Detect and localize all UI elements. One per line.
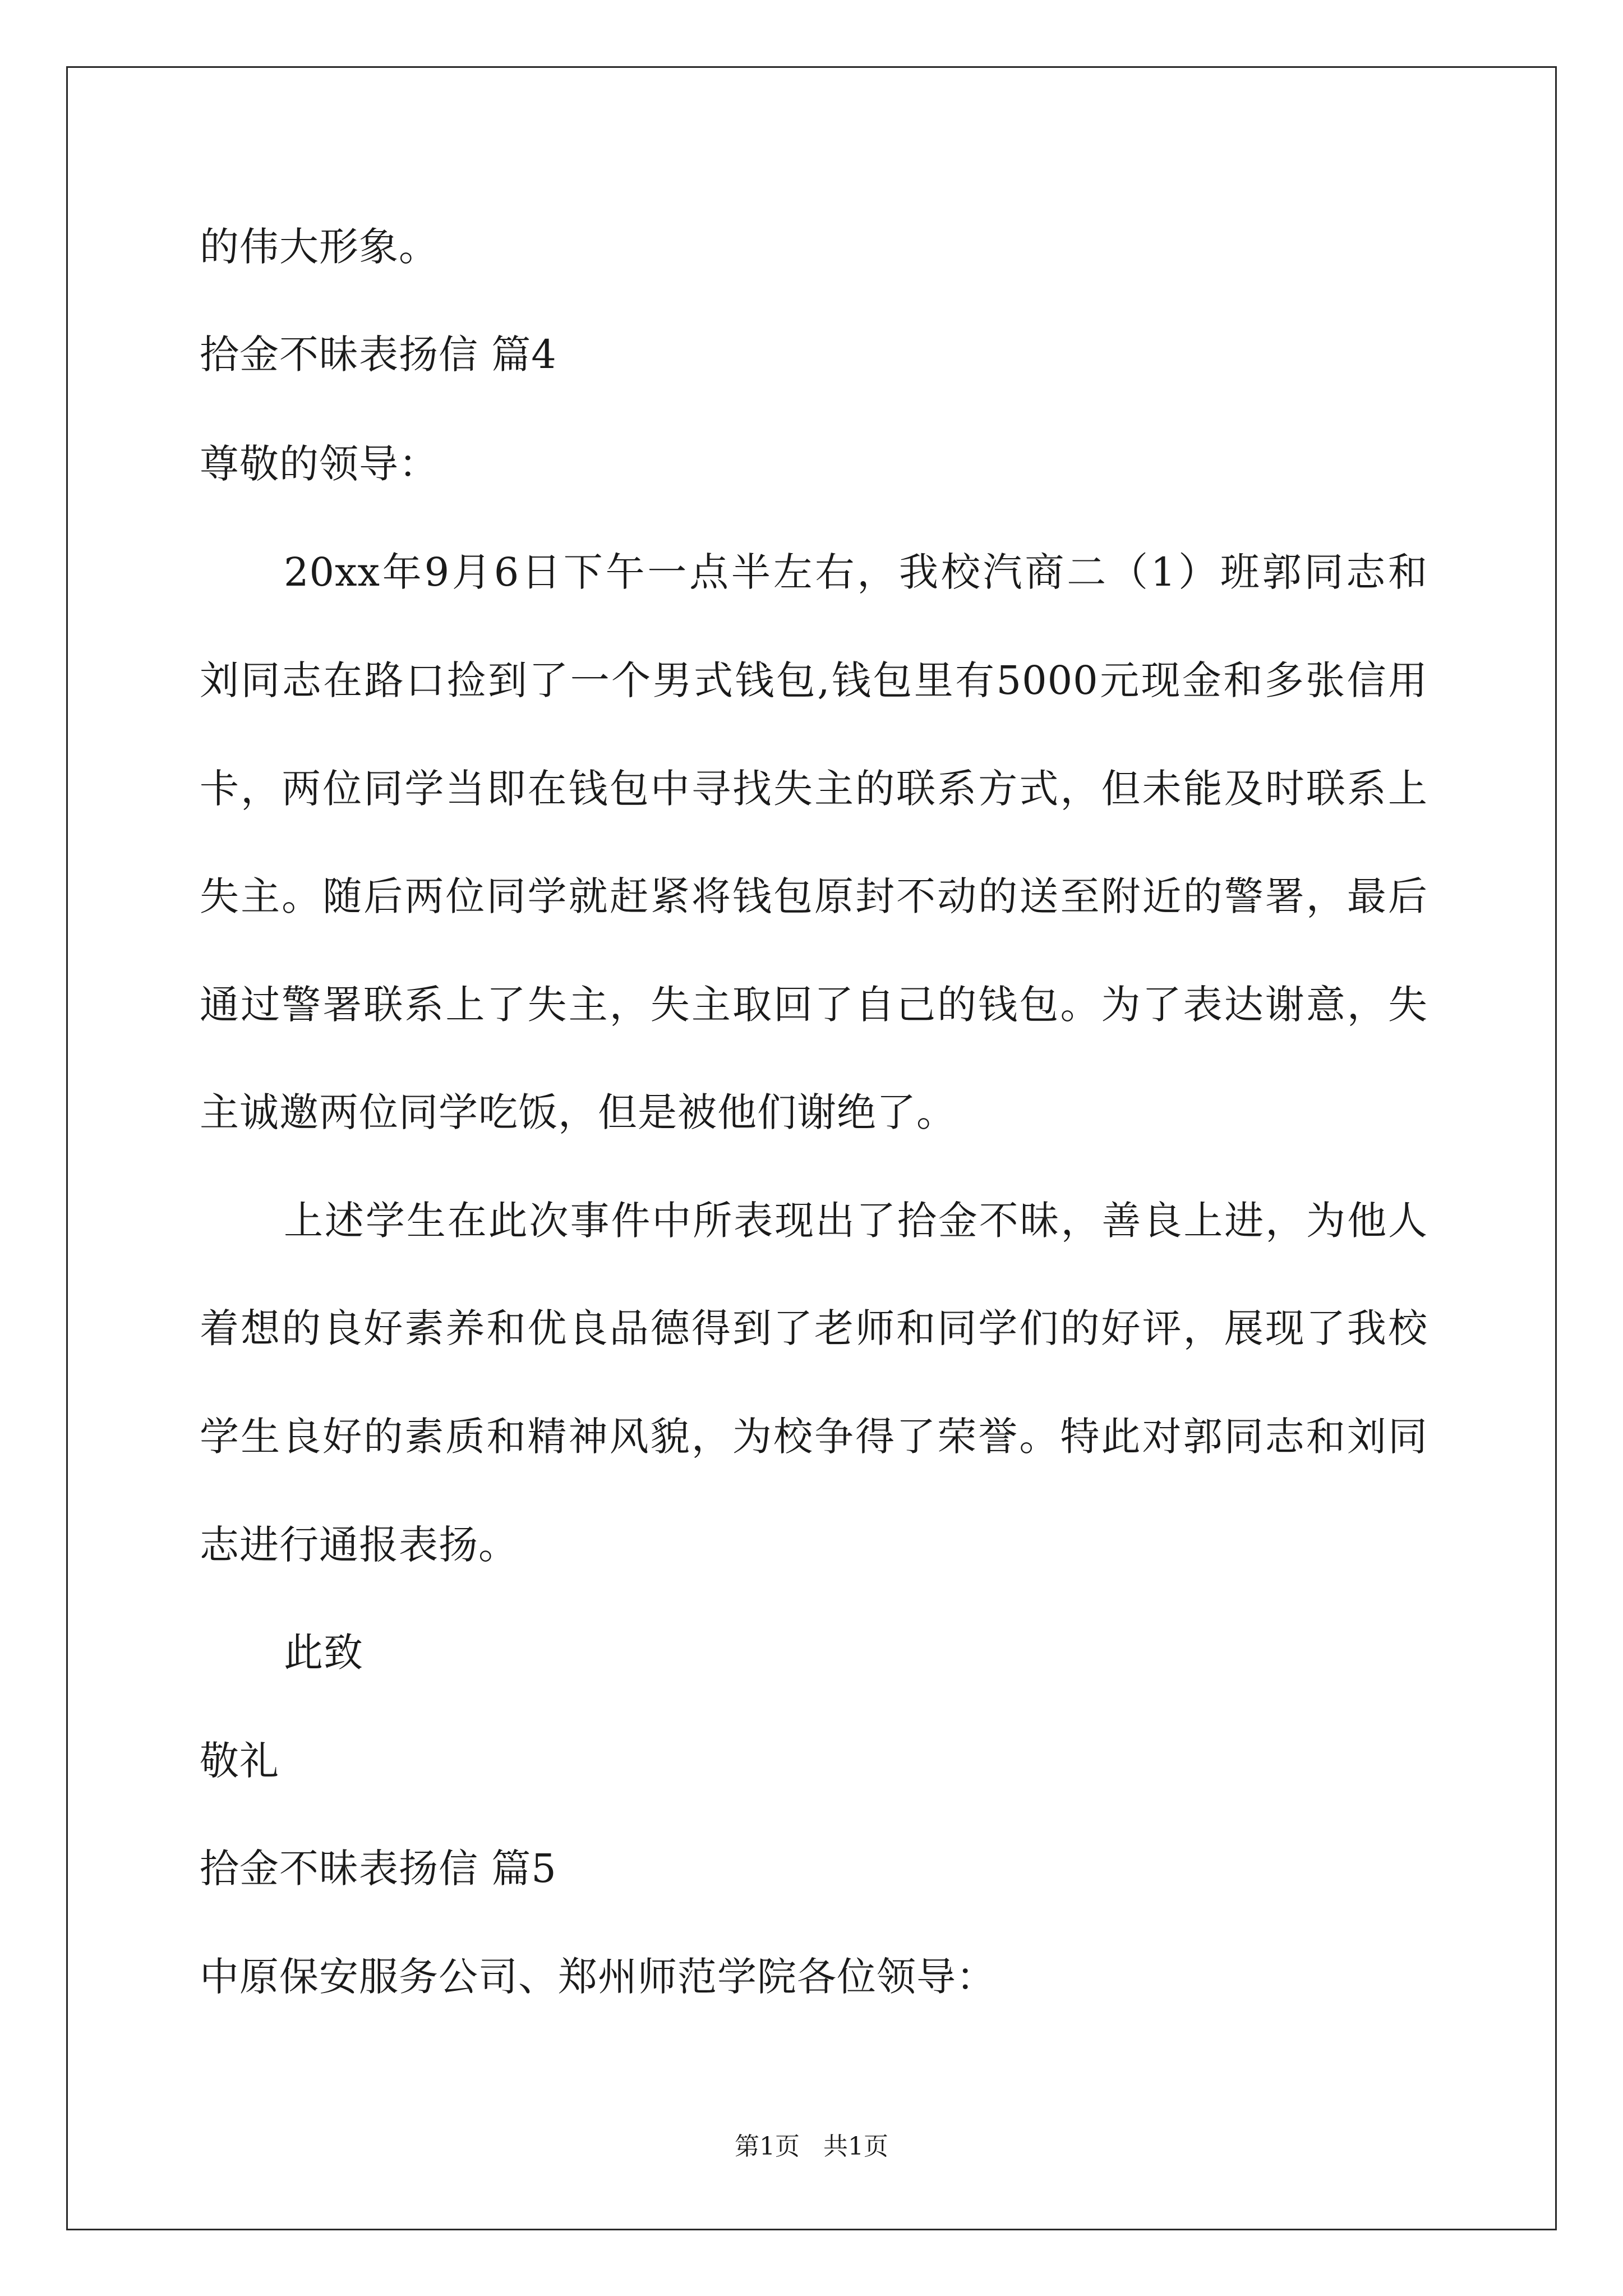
- closing-line: 此致: [284, 1630, 363, 1676]
- section-heading: 拾金不昧表扬信 篇4: [200, 332, 557, 378]
- paragraph-line: 主诚邀两位同学吃饭，但是被他们谢绝了。: [200, 1089, 956, 1135]
- paragraph-line: 卡，两位同学当即在钱包中寻找失主的联系方式，但未能及时联系上: [200, 766, 1428, 812]
- salutation: 尊敬的领导：: [200, 441, 439, 487]
- section-heading: 拾金不昧表扬信 篇5: [200, 1846, 557, 1892]
- paragraph-line: 通过警署联系上了失主，失主取回了自己的钱包。为了表达谢意，失: [200, 982, 1428, 1028]
- closing-line: 敬礼: [200, 1738, 279, 1784]
- paragraph-line: 上述学生在此次事件中所表现出了拾金不昧，善良上进，为他人: [284, 1198, 1428, 1244]
- paragraph-line: 失主。随后两位同学就赶紧将钱包原封不动的送至附近的警署，最后: [200, 873, 1428, 919]
- salutation: 中原保安服务公司、郑州师范学院各位领导：: [200, 1954, 996, 2000]
- paragraph-line: 学生良好的素质和精神风貌，为校争得了荣誉。特此对郭同志和刘同: [200, 1414, 1428, 1460]
- page-total: 共1页: [823, 2132, 888, 2161]
- page-border: [66, 66, 1557, 2230]
- paragraph-line: 着想的良好素养和优良品德得到了老师和同学们的好评，展现了我校: [200, 1305, 1428, 1351]
- paragraph-line: 刘同志在路口捡到了一个男式钱包,钱包里有5000元现金和多张信用: [200, 657, 1428, 703]
- paragraph-line: 志进行通报表扬。: [200, 1522, 518, 1568]
- page-number: 第1页: [735, 2132, 800, 2161]
- paragraph-line: 20xx年9月6日下午一点半左右，我校汽商二（1）班郭同志和: [284, 549, 1428, 595]
- text-line: 的伟大形象。: [200, 224, 439, 270]
- page-footer: [0, 2134, 1623, 2159]
